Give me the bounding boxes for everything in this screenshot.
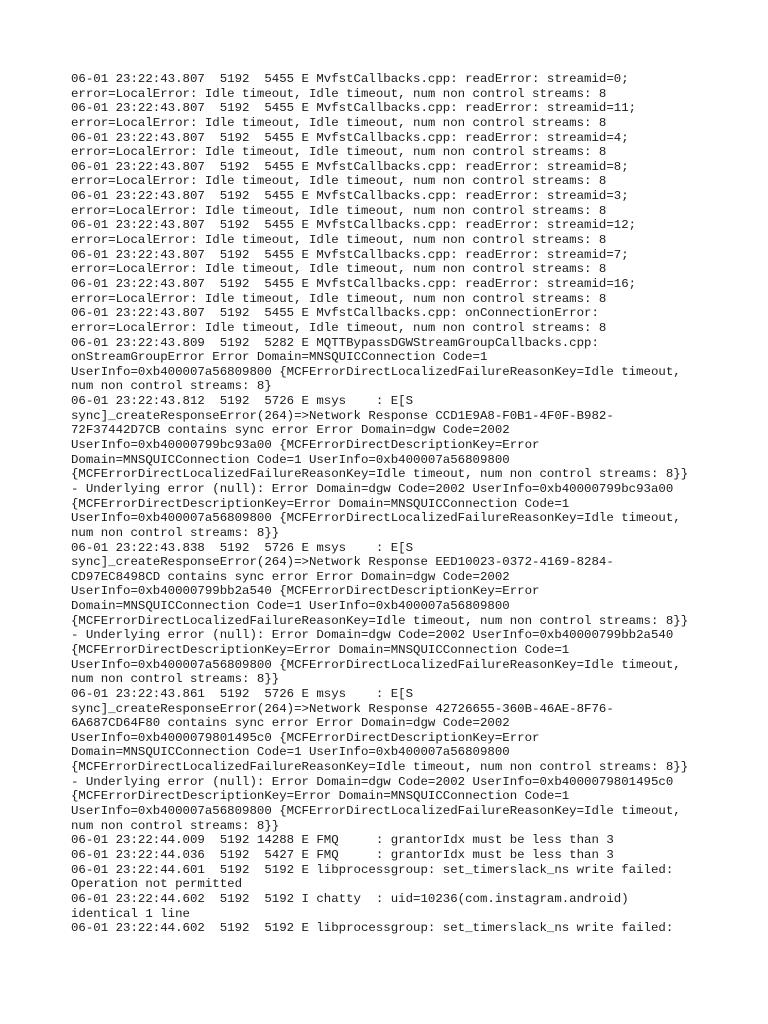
log-line: - Underlying error (null): Error Domain=dgw Code=2002 UserInfo=0xb40000799bc93a00 [71,481,674,496]
log-line: UserInfo=0xb400007a56809800 {MCFErrorDirectLocalizedFailureReasonKey=Idle timeout, [71,364,681,379]
log-line: sync]_createResponseError(264)=>Network Response 42726655-360B-46AE-8F76- [71,701,614,716]
log-line: 06-01 23:22:44.601 5192 5192 E libprocessgroup: set_timerslack_ns write failed: [71,862,674,877]
log-line: UserInfo=0xb40000799bc93a00 {MCFErrorDirectDescriptionKey=Error [71,438,540,453]
log-line: 06-01 23:22:43.812 5192 5726 E msys : E[S [71,394,414,409]
log-line: error=LocalError: Idle timeout, Idle timeout, num non control streams: 8 [71,320,607,335]
log-line: 06-01 23:22:43.809 5192 5282 E MQTTBypassDGWStreamGroupCallbacks.cpp: [71,335,599,350]
log-line: error=LocalError: Idle timeout, Idle timeout, num non control streams: 8 [71,174,607,189]
log-line: {MCFErrorDirectLocalizedFailureReasonKey=Idle timeout, num non control streams: 8}} [71,613,689,628]
log-line: error=LocalError: Idle timeout, Idle timeout, num non control streams: 8 [71,291,607,306]
log-line: Domain=MNSQUICConnection Code=1 UserInfo=0xb400007a56809800 [71,599,510,614]
log-line: 06-01 23:22:43.861 5192 5726 E msys : E[S [71,686,414,701]
log-line: num non control streams: 8}} [71,672,280,687]
log-line: 06-01 23:22:43.807 5192 5455 E MvfstCallbacks.cpp: readError: streamid=11; [71,101,637,116]
log-line: 06-01 23:22:44.602 5192 5192 I chatty : uid=10236(com.instagram.android) [71,891,629,906]
log-line: 06-01 23:22:43.807 5192 5455 E MvfstCallbacks.cpp: readError: streamid=7; [71,247,629,262]
log-line: 06-01 23:22:43.807 5192 5455 E MvfstCallbacks.cpp: onConnectionError: [71,306,599,321]
log-line: - Underlying error (null): Error Domain=dgw Code=2002 UserInfo=0xb4000079801495c0 [71,774,674,789]
log-line: 06-01 23:22:43.807 5192 5455 E MvfstCallbacks.cpp: readError: streamid=3; [71,189,629,204]
log-line: 06-01 23:22:43.807 5192 5455 E MvfstCallbacks.cpp: readError: streamid=0; [71,72,629,86]
log-line: identical 1 line [71,906,190,921]
log-line: 72F37442D7CB contains sync error Error Domain=dgw Code=2002 [71,423,510,438]
log-line: {MCFErrorDirectLocalizedFailureReasonKey=Idle timeout, num non control streams: 8}} [71,760,689,775]
log-line: 06-01 23:22:43.838 5192 5726 E msys : E[S [71,540,414,555]
log-line: Domain=MNSQUICConnection Code=1 UserInfo=0xb400007a56809800 [71,745,510,760]
log-line: num non control streams: 8} [71,379,272,394]
log-line: {MCFErrorDirectDescriptionKey=Error Domain=MNSQUICConnection Code=1 [71,642,570,657]
log-line: error=LocalError: Idle timeout, Idle timeout, num non control streams: 8 [71,233,607,248]
log-line: error=LocalError: Idle timeout, Idle timeout, num non control streams: 8 [71,115,607,130]
log-line: 6A687CD64F80 contains sync error Error Domain=dgw Code=2002 [71,716,510,731]
log-line: error=LocalError: Idle timeout, Idle timeout, num non control streams: 8 [71,86,607,101]
log-line: onStreamGroupError Error Domain=MNSQUICConnection Code=1 [71,350,488,365]
log-line: 06-01 23:22:44.036 5192 5427 E FMQ : grantorIdx must be less than 3 [71,847,614,862]
log-line: num non control streams: 8}} [71,818,280,833]
log-line: 06-01 23:22:44.602 5192 5192 E libprocessgroup: set_timerslack_ns write failed: [71,921,674,936]
log-text-block [71,72,751,936]
log-line: CD97EC8498CD contains sync error Error Domain=dgw Code=2002 [71,569,510,584]
log-line: UserInfo=0xb40000799bb2a540 {MCFErrorDirectDescriptionKey=Error [71,584,540,599]
log-line: 06-01 23:22:44.009 5192 14288 E FMQ : grantorIdx must be less than 3 [71,833,614,848]
log-line: Domain=MNSQUICConnection Code=1 UserInfo=0xb400007a56809800 [71,452,510,467]
log-line: {MCFErrorDirectDescriptionKey=Error Domain=MNSQUICConnection Code=1 [71,496,570,511]
log-line: UserInfo=0xb4000079801495c0 {MCFErrorDirectDescriptionKey=Error [71,730,540,745]
log-line: {MCFErrorDirectDescriptionKey=Error Domain=MNSQUICConnection Code=1 [71,789,570,804]
log-line: sync]_createResponseError(264)=>Network Response EED10023-0372-4169-8284- [71,555,614,570]
log-line: UserInfo=0xb400007a56809800 {MCFErrorDirectLocalizedFailureReasonKey=Idle timeout, [71,511,681,526]
log-line: Operation not permitted [71,877,243,892]
log-line: error=LocalError: Idle timeout, Idle timeout, num non control streams: 8 [71,145,607,160]
log-line: error=LocalError: Idle timeout, Idle timeout, num non control streams: 8 [71,262,607,277]
log-line: num non control streams: 8}} [71,525,280,540]
log-line: error=LocalError: Idle timeout, Idle timeout, num non control streams: 8 [71,203,607,218]
log-line: - Underlying error (null): Error Domain=dgw Code=2002 UserInfo=0xb40000799bb2a540 [71,628,674,643]
log-line: 06-01 23:22:43.807 5192 5455 E MvfstCallbacks.cpp: readError: streamid=16; [71,276,637,291]
log-line: sync]_createResponseError(264)=>Network Response CCD1E9A8-F0B1-4F0F-B982- [71,408,614,423]
log-line: 06-01 23:22:43.807 5192 5455 E MvfstCallbacks.cpp: readError: streamid=4; [71,130,629,145]
log-line: UserInfo=0xb400007a56809800 {MCFErrorDirectLocalizedFailureReasonKey=Idle timeout, [71,657,681,672]
log-line: UserInfo=0xb400007a56809800 {MCFErrorDirectLocalizedFailureReasonKey=Idle timeout, [71,804,681,819]
log-line: 06-01 23:22:43.807 5192 5455 E MvfstCallbacks.cpp: readError: streamid=12; [71,218,637,233]
log-line: 06-01 23:22:43.807 5192 5455 E MvfstCallbacks.cpp: readError: streamid=8; [71,159,629,174]
log-line: {MCFErrorDirectLocalizedFailureReasonKey=Idle timeout, num non control streams: 8}} [71,467,689,482]
